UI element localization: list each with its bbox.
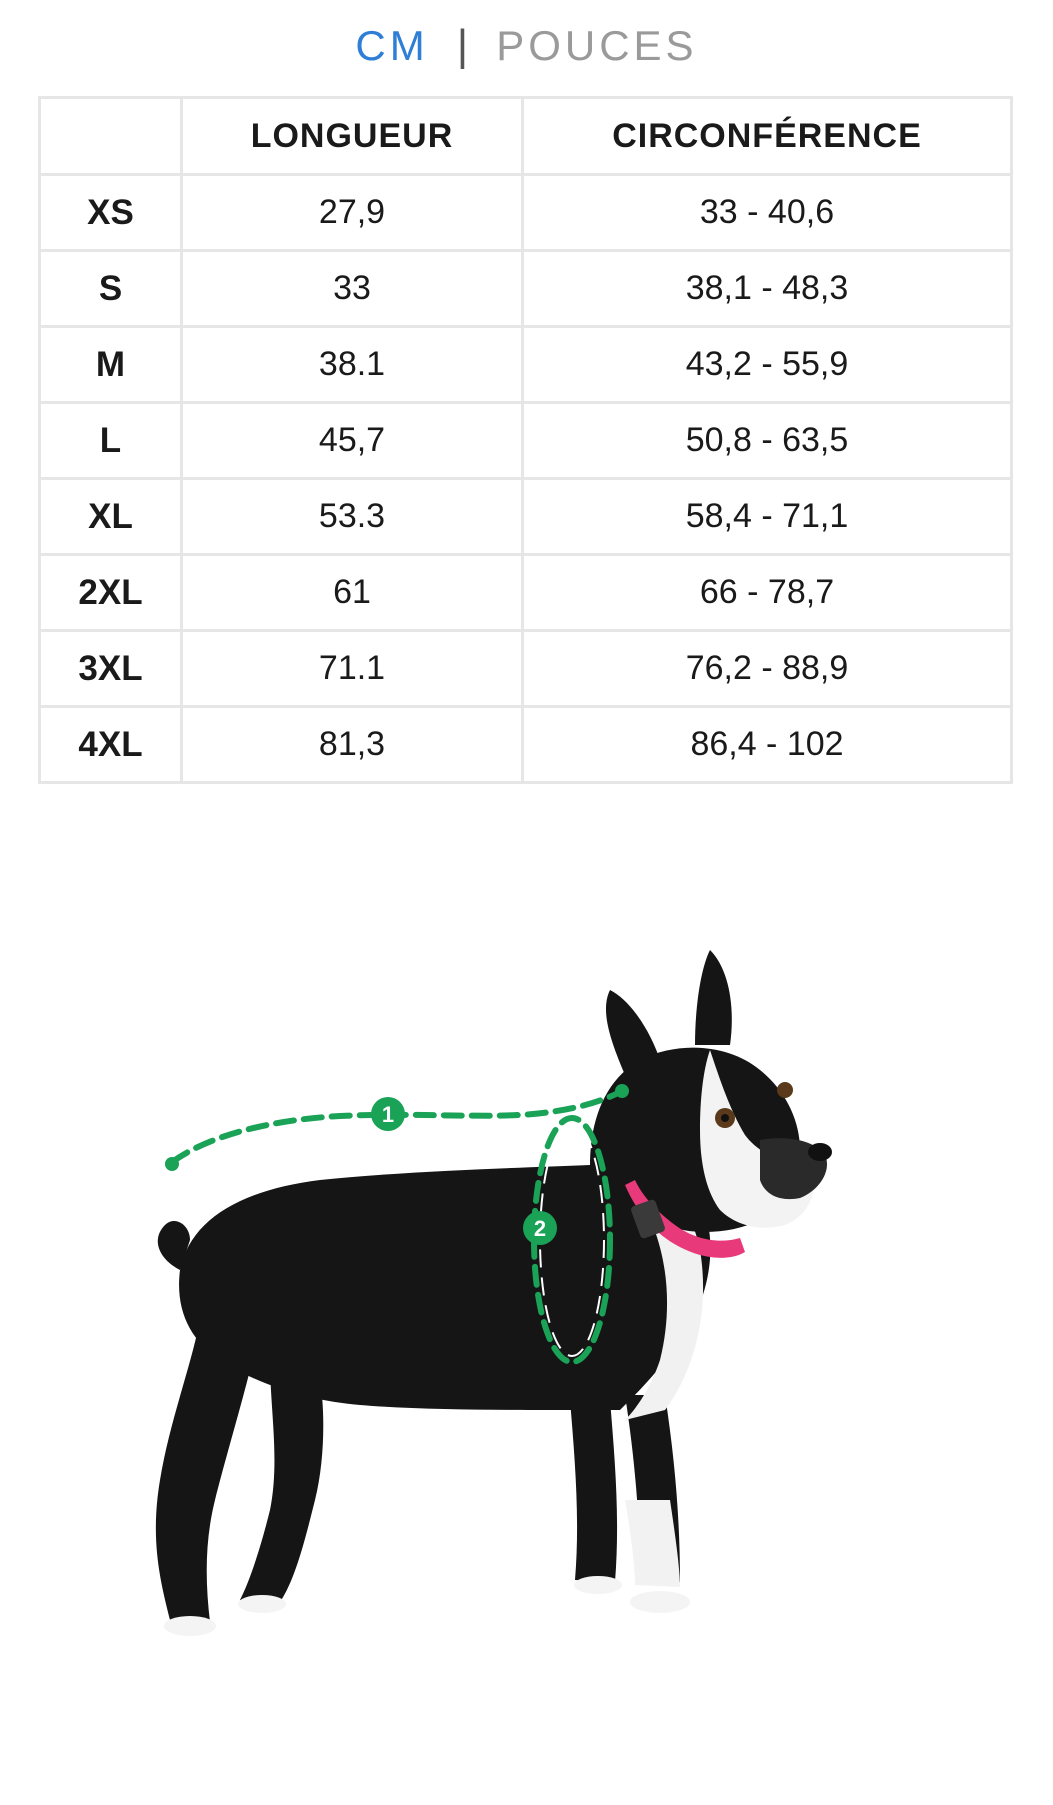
marker-1-label: 1 bbox=[381, 1102, 395, 1127]
marker-2-label: 2 bbox=[533, 1216, 547, 1241]
header-length: LONGUEUR bbox=[182, 98, 523, 175]
dog-silhouette bbox=[156, 950, 832, 1636]
circumference-value: 86,4 - 102 bbox=[523, 707, 1012, 783]
size-label: 2XL bbox=[40, 555, 182, 631]
size-label: 3XL bbox=[40, 631, 182, 707]
length-guide-start bbox=[165, 1157, 179, 1171]
unit-inches-button[interactable]: POUCES bbox=[496, 22, 698, 69]
circumference-value: 50,8 - 63,5 bbox=[523, 403, 1012, 479]
table-row bbox=[40, 251, 1012, 327]
circumference-value: 43,2 - 55,9 bbox=[523, 327, 1012, 403]
table-row bbox=[40, 327, 1012, 403]
table-row bbox=[40, 631, 1012, 707]
unit-toggle bbox=[0, 18, 1053, 74]
circumference-value: 38,1 - 48,3 bbox=[523, 251, 1012, 327]
size-label: 4XL bbox=[40, 707, 182, 783]
header-circumference: CIRCONFÉRENCE bbox=[523, 98, 1012, 175]
size-label: M bbox=[40, 327, 182, 403]
length-value: 71.1 bbox=[182, 631, 523, 707]
length-value: 27,9 bbox=[182, 175, 523, 251]
circumference-value: 76,2 - 88,9 bbox=[523, 631, 1012, 707]
unit-separator: | bbox=[456, 21, 469, 70]
table-header-row bbox=[40, 98, 1012, 175]
size-label: L bbox=[40, 403, 182, 479]
table-row bbox=[40, 707, 1012, 783]
circumference-value: 33 - 40,6 bbox=[523, 175, 1012, 251]
unit-cm-button[interactable]: CM bbox=[355, 22, 429, 69]
table-row bbox=[40, 479, 1012, 555]
table-row bbox=[40, 175, 1012, 251]
table-row bbox=[40, 555, 1012, 631]
size-table bbox=[38, 96, 1013, 784]
circumference-value: 58,4 - 71,1 bbox=[523, 479, 1012, 555]
length-guide-end bbox=[615, 1084, 629, 1098]
length-value: 45,7 bbox=[182, 403, 523, 479]
length-value: 61 bbox=[182, 555, 523, 631]
dog-measurement-illustration bbox=[120, 940, 900, 1700]
length-value: 53.3 bbox=[182, 479, 523, 555]
length-value: 38.1 bbox=[182, 327, 523, 403]
length-value: 81,3 bbox=[182, 707, 523, 783]
table-row bbox=[40, 403, 1012, 479]
size-label: XL bbox=[40, 479, 182, 555]
header-size bbox=[40, 98, 182, 175]
size-label: S bbox=[40, 251, 182, 327]
length-value: 33 bbox=[182, 251, 523, 327]
size-label: XS bbox=[40, 175, 182, 251]
circumference-value: 66 - 78,7 bbox=[523, 555, 1012, 631]
